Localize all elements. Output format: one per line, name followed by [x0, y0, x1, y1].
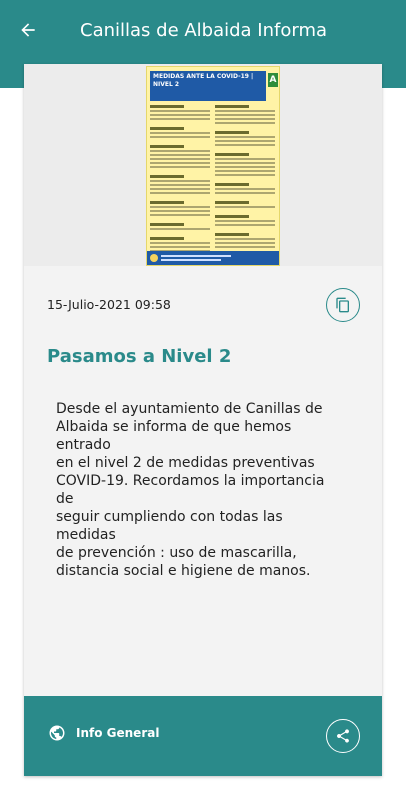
post-date: 15-Julio-2021 09:58 [47, 297, 171, 312]
post-image-area[interactable] [24, 64, 382, 266]
share-button[interactable] [326, 719, 360, 753]
poster-footer [147, 251, 280, 265]
covid-measures-poster [146, 66, 280, 266]
post-title: Pasamos a Nivel 2 [47, 346, 232, 367]
post-meta-row [24, 288, 382, 328]
globe-icon [48, 724, 66, 742]
app-bar [0, 0, 406, 60]
poster-column-right [215, 105, 275, 266]
arrow-back-icon [18, 20, 38, 40]
poster-heading: MEDIDAS ANTE LA COVID-19 | NIVEL 2 [150, 71, 266, 101]
category-label: Info General [76, 726, 160, 740]
post-card [24, 64, 382, 776]
copy-button[interactable] [326, 288, 360, 322]
post-footer [24, 696, 382, 776]
category-link[interactable] [48, 724, 159, 742]
share-icon [335, 728, 351, 744]
poster-badge: A [269, 75, 277, 85]
back-button[interactable] [0, 0, 56, 60]
copy-icon [335, 297, 351, 313]
poster-column-left [150, 105, 210, 266]
app-title: Canillas de Albaida Informa [80, 19, 328, 41]
post-body: Desde el ayuntamiento de Canillas de Albaida se informa de que hemos entrado en el nivel 2 de medidas preventivas COVID-19. Recordamos la importancia de seguir cumpliendo con todas las medidas de prevención : uso de mascarilla, distancia social e higiene de manos. [56, 401, 325, 579]
